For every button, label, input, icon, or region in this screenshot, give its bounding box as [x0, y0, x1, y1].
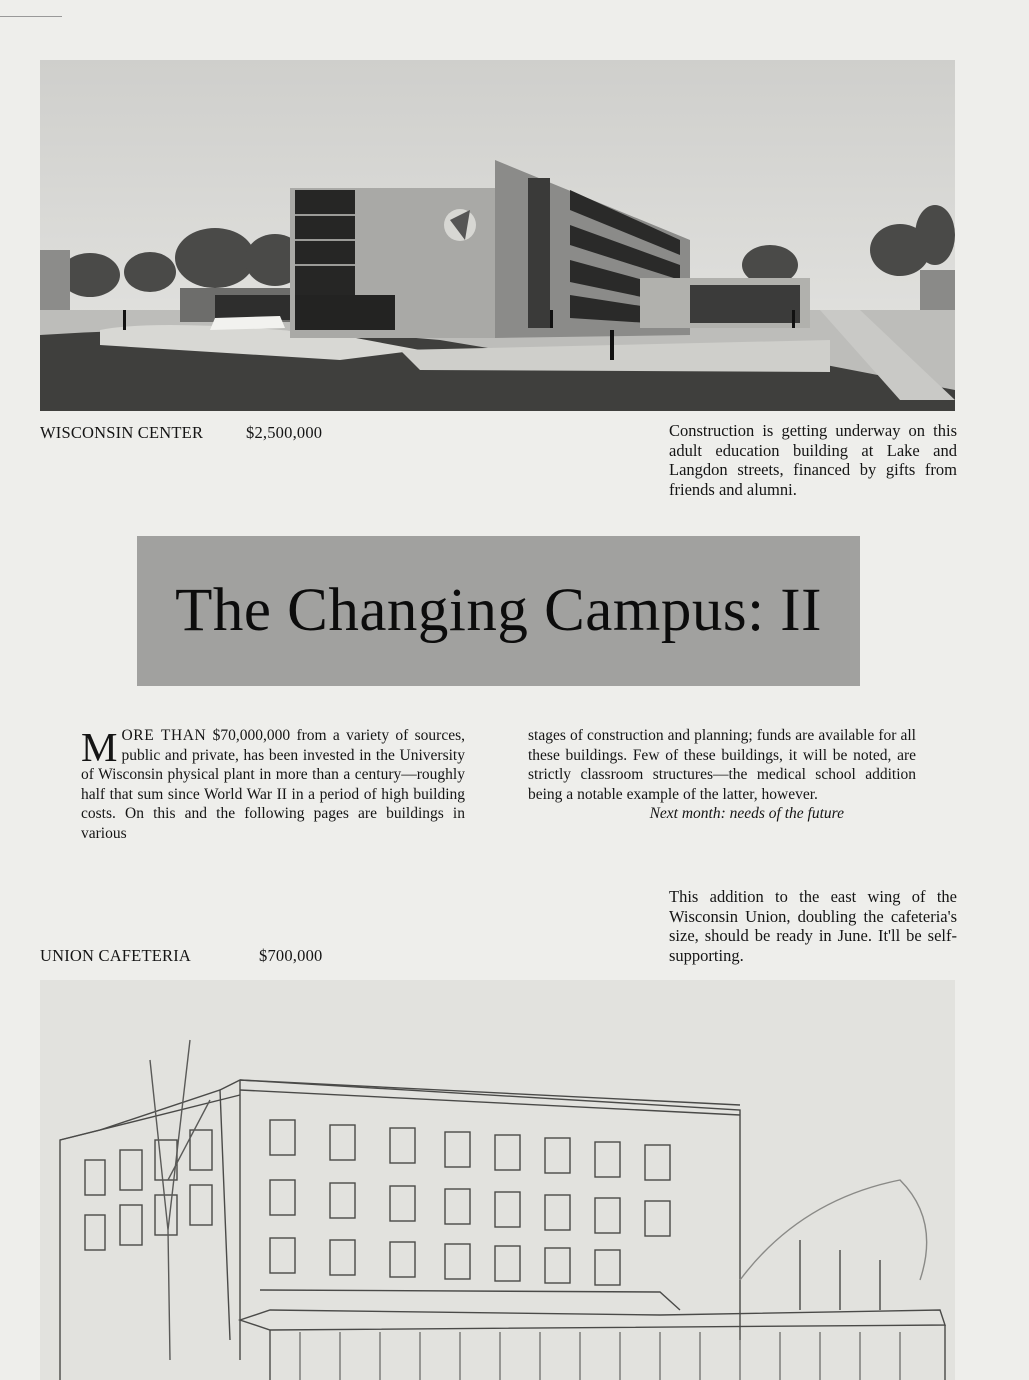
wisconsin-center-cost: $2,500,000	[246, 423, 323, 442]
wisconsin-center-title	[40, 423, 203, 443]
wisconsin-center-name: WISCONSIN CENTER	[40, 423, 204, 442]
article-column-2	[528, 726, 916, 824]
article-column-1	[81, 726, 465, 843]
article-lead: ORE THAN	[121, 727, 207, 744]
corner-rule	[0, 16, 62, 17]
article-body-1: $70,000,000 from a variety of sources, public and private, has been invested in the University of Wisconsin physical plant in more than a century—roughly half that sum since World War II in a period of high building costs. On this and the following pages are buildings in various	[81, 727, 465, 842]
wisconsin-center-rendering	[40, 60, 955, 411]
drop-cap: M	[81, 724, 118, 770]
wisconsin-center-caption: Construction is getting underway on this adult education building at Lake and Langdon streets, financed by gifts from friends and alumni.	[669, 421, 957, 499]
union-cafeteria-sketch	[40, 980, 955, 1380]
article-body-2: stages of construction and planning; funds are available for all these buildings. Few of these buildings, it will be noted, are strictly classroom structures—the medical school addition being a notable example of the latter, however.	[528, 727, 916, 803]
union-cafeteria-illustration	[40, 980, 955, 1380]
next-month-note: Next month: needs of the future	[649, 805, 844, 822]
wisconsin-center-illustration	[40, 60, 955, 411]
union-cafeteria-title: UNION CAFETERIA	[40, 946, 192, 965]
union-cafeteria-caption: This addition to the east wing of the Wisconsin Union, doubling the cafeteria's size, should be ready in June. It'll be self-supporting.	[669, 887, 957, 965]
page-title: The Changing Campus: II	[175, 577, 822, 644]
headline-banner	[137, 536, 860, 686]
union-cafeteria-cost: $700,000	[259, 946, 323, 965]
